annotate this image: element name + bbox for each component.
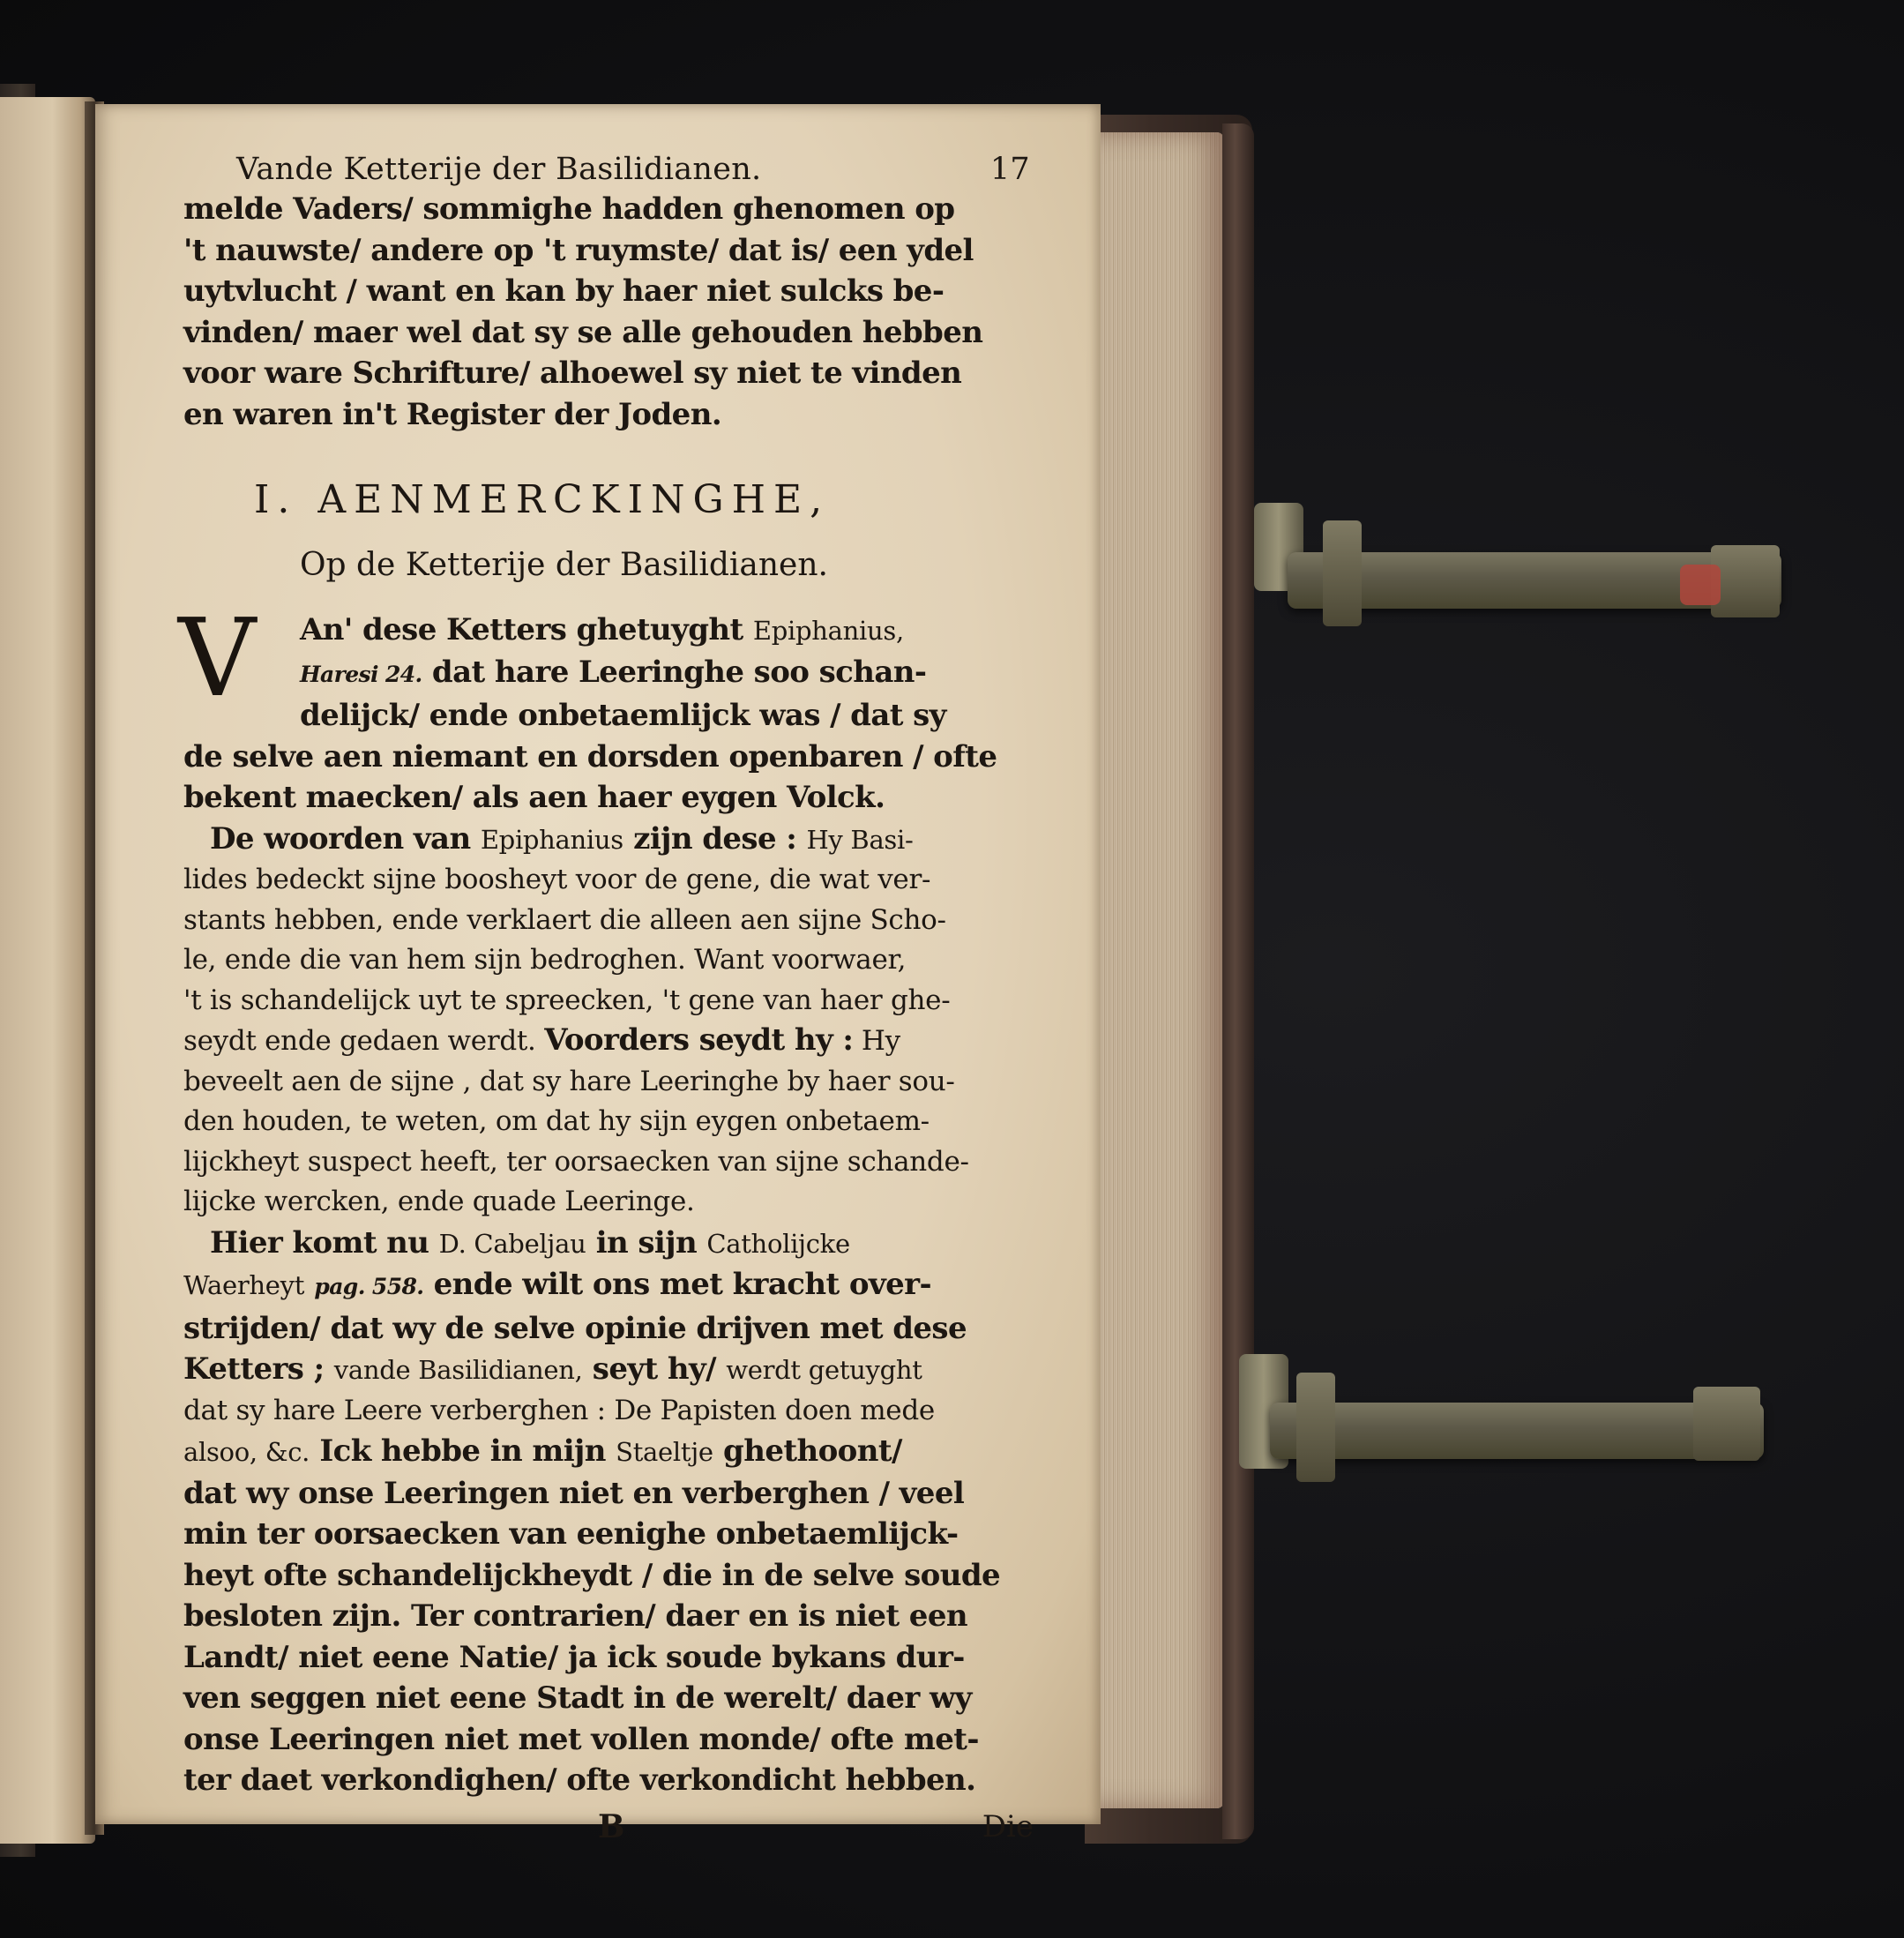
text-line [183,1349,1039,1391]
text-line: 't nauwste/ andere op 't ruymste/ dat is/ een ydel [183,232,974,268]
blackletter-run: ende wilt ons met kracht over- [433,1267,931,1302]
text-line: vinden/ maer wel dat sy se alle gehouden hebben [183,314,983,350]
blackletter-run: Ketters ; [183,1351,325,1387]
text-line: min ter oorsaecken van eenighe onbetaemlijck- [183,1516,959,1552]
roman-run: vande Basilidianen, [333,1355,583,1385]
text-line: den houden, te weten, om dat hy sijn eygen onbetaem- [183,1105,930,1137]
page-fore-edges [1092,132,1224,1808]
text-line: ven seggen niet eene Stadt in de werelt/ daer wy [183,1680,972,1716]
section-subheading: Op de Ketterije der Basilidianen. [300,547,828,583]
catchword: Die [982,1808,1034,1844]
roman-run: D. Cabeljau [438,1228,586,1259]
text-line: Landt/ niet eene Natie/ ja ick soude bykans dur- [183,1639,965,1675]
roman-run: werdt getuyght [726,1355,922,1385]
running-header [183,150,1039,189]
signature-mark: B [598,1807,625,1845]
text-line: beveelt aen de sijne , dat sy hare Leeringhe by haer sou- [183,1065,955,1097]
top-paragraph [183,189,1039,435]
roman-run: Hy Basi- [806,824,914,855]
text-line [183,652,1039,696]
text-line: le, ende die van hem sijn bedroghen. Want voorwaer, [183,944,907,976]
italic-run: Haresi 24. [300,661,422,687]
text-line: ter daet verkondighen/ ofte verkondicht hebben. [183,1762,976,1798]
text-line: dat sy hare Leere verberghen : De Papisten doen mede [183,1394,935,1426]
text-line [183,1431,1039,1473]
blackletter-run: Ick hebbe in mijn [319,1433,606,1469]
roman-run: Epiphanius [480,824,623,855]
roman-run: alsoo, &c. [183,1437,310,1467]
running-head-title: Vande Ketterije der Basilidianen. [236,152,762,187]
body-paragraphs [183,819,1039,1801]
text-line [183,1223,1039,1265]
text-line [183,819,1039,861]
text-line: delijck/ ende onbetaemlijck was / dat sy [300,698,946,733]
roman-run: Catholijcke [706,1228,850,1259]
blackletter-run: An' dese Ketters ghetuyght [300,612,743,647]
text-line: strijden/ dat wy de selve opinie drijven met dese [183,1310,967,1346]
text-line: bekent maecken/ als aen haer eygen Volck. [183,780,885,815]
blackletter-run: ghethoont/ [723,1433,902,1469]
lower-clasp-catch [1693,1387,1760,1461]
section-heading: I. AENMERCKINGHE, [254,477,831,522]
text-line: lijckheyt suspect heeft, ter oorsaecken van sijne schande- [183,1145,969,1178]
page-number: 17 [989,152,1030,187]
facing-page [0,97,95,1844]
blackletter-run: De woorden van [210,820,471,857]
text-line [183,610,1039,652]
page-footer [183,1807,1039,1847]
roman-run: Hy [861,1025,900,1057]
upper-clasp-end [1323,520,1362,626]
text-line [183,1264,1039,1308]
text-line [183,1021,1039,1062]
blackletter-run: seyt hy/ [592,1351,716,1387]
roman-run: Epiphanius, [752,616,904,646]
text-line: lides bedeckt sijne boosheyt voor de gene, die wat ver- [183,864,931,895]
roman-run: Staeltje [616,1437,713,1467]
roman-run: seydt ende gedaen werdt. [183,1025,536,1057]
text-line: voor ware Schrifture/ alhoewel sy niet te vinden [183,355,962,391]
blackletter-run: dat hare Leeringhe soo schan- [431,654,927,690]
text-line: heyt ofte schandelijckheydt / die in de selve soude [183,1557,1001,1593]
text-line: lijcke wercken, ende quade Leeringe. [183,1186,695,1217]
blackletter-run: in sijn [595,1224,698,1261]
text-line: de selve aen niemant en dorsden openbaren / ofte [183,738,997,774]
text-line: uytvlucht / want en kan by haer niet sulcks be- [183,273,945,309]
lower-clasp-end [1296,1373,1335,1482]
red-library-mark [1680,565,1721,605]
roman-run: Waerheyt [183,1270,305,1300]
text-line: en waren in't Register der Joden. [183,396,722,432]
text-line: besloten zijn. Ter contrarien/ daer en is niet een [183,1598,967,1634]
italic-run: pag. 558. [314,1274,424,1299]
text-line: 't is schandelijck uyt te spreecken, 't gene van haer ghe- [183,984,951,1016]
blackletter-run: Hier komt nu [210,1224,429,1261]
page-text [178,150,1039,1847]
text-line: melde Vaders/ sommighe hadden ghenomen op [183,191,955,227]
back-cover-edge [1222,123,1254,1839]
lower-clasp-strap [1270,1403,1764,1459]
opening-paragraph [178,595,1039,819]
blackletter-run: Voorders seydt hy : [544,1022,854,1058]
text-line: onse Leeringen niet met vollen monde/ ofte met- [183,1721,979,1757]
upper-clasp-catch [1711,545,1780,617]
drop-cap: V [178,595,257,721]
blackletter-run: zijn dese : [633,820,797,857]
text-line: dat wy onse Leeringen niet en verberghen / veel [183,1475,965,1511]
book-page [95,104,1101,1845]
text-line: stants hebben, ende verklaert die alleen aen sijne Scho- [183,903,946,936]
